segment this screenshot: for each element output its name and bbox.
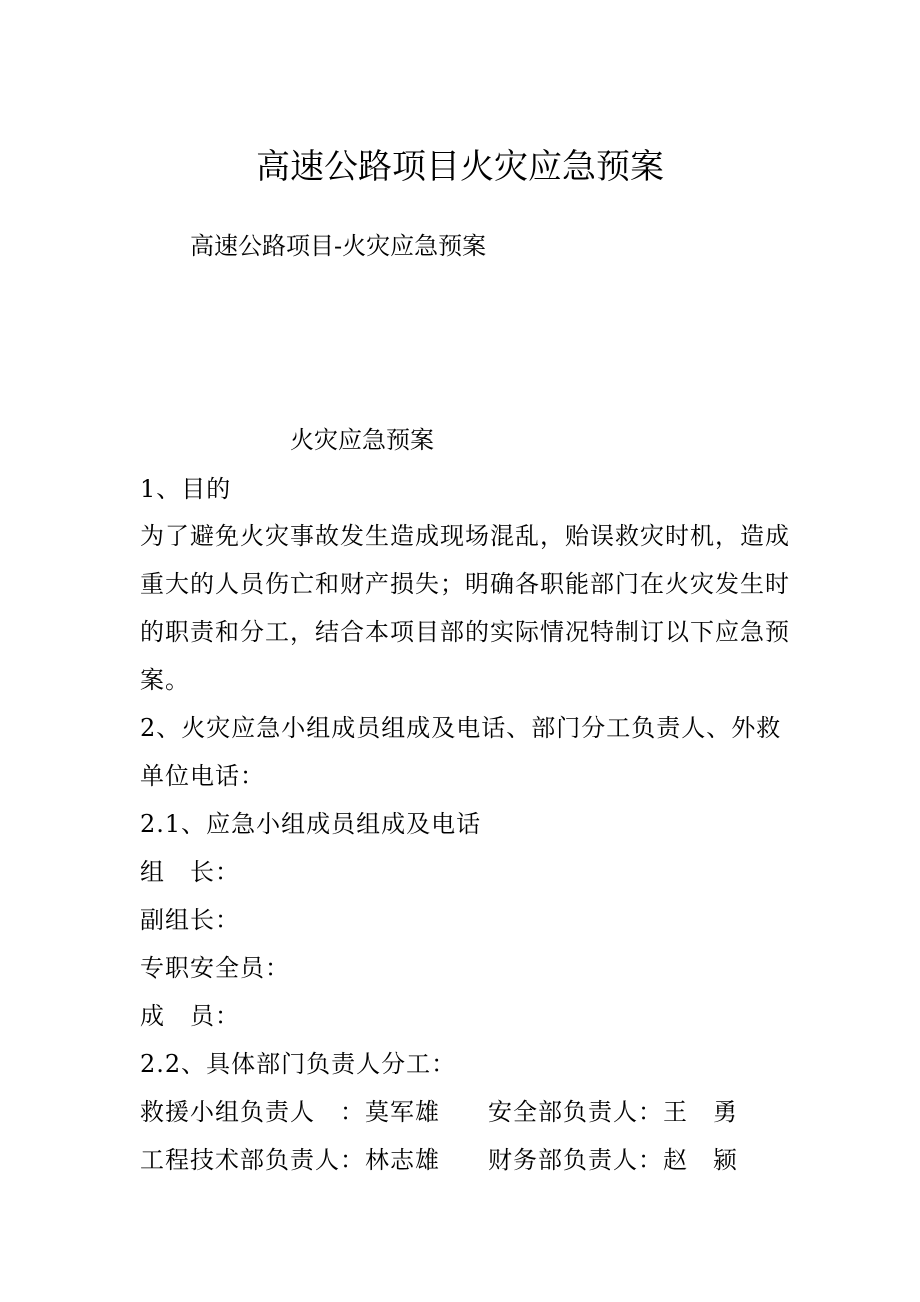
purpose-line: 的职责和分工，结合本项目部的实际情况特制订以下应急预 <box>140 618 790 646</box>
heading-emergency-team: 2、火灾应急小组成员组成及电话、部门分工负责人、外救 <box>140 714 782 742</box>
purpose-line: 重大的人员伤亡和财产损失；明确各职能部门在火灾发生时 <box>140 570 790 598</box>
member-deputy-leader: 副组长： <box>140 906 240 934</box>
heading-purpose: 1、目的 <box>140 475 232 503</box>
responsibility-left: 工程技术部负责人：林志雄 <box>140 1146 440 1174</box>
heading-department-responsibility: 2.2、具体部门负责人分工： <box>140 1050 457 1078</box>
responsibility-left: 救援小组负责人 ：莫军雄 <box>140 1098 440 1126</box>
document-title: 高速公路项目火灾应急预案 <box>256 147 664 187</box>
purpose-line: 案。 <box>140 666 190 694</box>
purpose-line: 为了避免火灾事故发生造成现场混乱，贻误救灾时机，造成 <box>140 522 790 550</box>
member-members: 成 员： <box>140 1002 240 1030</box>
member-leader: 组 长： <box>140 858 240 886</box>
document-subtitle: 高速公路项目-火灾应急预案 <box>190 232 487 260</box>
member-safety-officer: 专职安全员： <box>140 954 290 982</box>
section-title: 火灾应急预案 <box>290 426 434 454</box>
responsibility-right: 安全部负责人：王 勇 <box>488 1098 738 1126</box>
responsibility-right: 财务部负责人：赵 颍 <box>488 1146 738 1174</box>
heading-team-members: 2.1、应急小组成员组成及电话 <box>140 810 482 838</box>
heading-emergency-team-continued: 单位电话： <box>140 762 265 790</box>
